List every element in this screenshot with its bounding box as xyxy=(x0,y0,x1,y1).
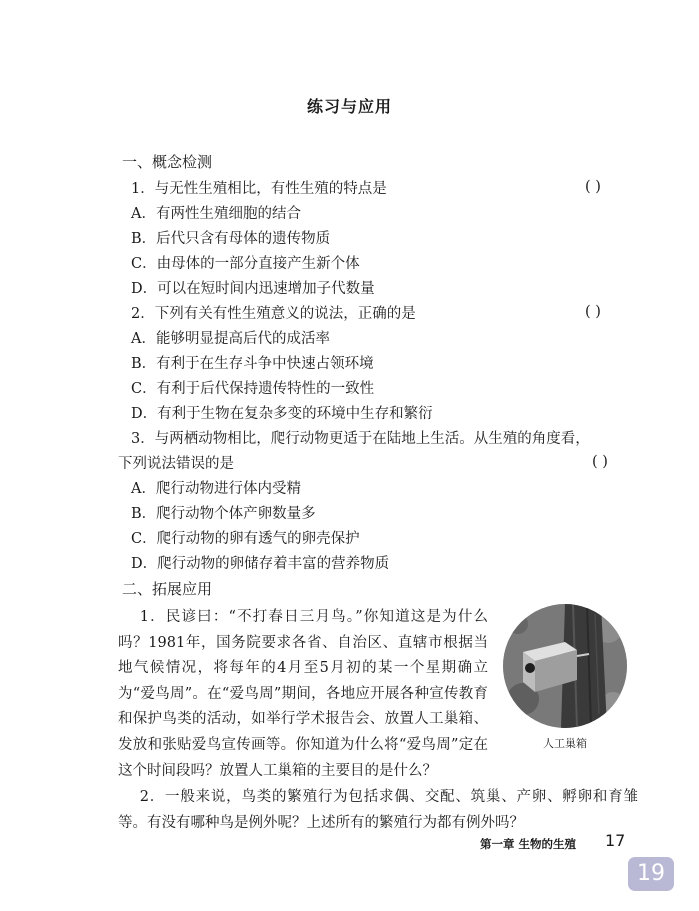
footer-chapter-title: 第一章 生物的生殖 xyxy=(480,837,577,851)
question-2-option-d: D．有利于生物在复杂多变的环境中生存和繁衍 xyxy=(131,406,433,422)
nest-box-photo xyxy=(503,604,627,728)
question-1-option-c: C．由母体的一部分直接产生新个体 xyxy=(131,256,360,272)
question-1-option-a: A．有两性生殖细胞的结合 xyxy=(131,206,301,222)
extension-question-1: 1．民谚曰：“不打春日三月鸟。”你知道这是为什么吗？1981年，国务院要求各省、自治区、直辖市根据当地气候情况，将每年的4月至5月初的某一个星期确立为“爱鸟周”。在“爱鸟周”期间，各地应开展各种宣传教育和保护鸟类的活动，如举行学术报告会、放置人工巢箱、发放和张贴爱鸟宣传画等。你知道为什么将“爱鸟周”定在这个时间段吗？放置人工巢箱的主要目的是什么？ xyxy=(118,609,488,779)
question-1-answer-paren: ( ) xyxy=(585,179,601,195)
question-2-option-a: A．能够明显提高后代的成活率 xyxy=(131,331,330,347)
footer-page-number: 17 xyxy=(605,831,626,850)
question-2-answer-paren: ( ) xyxy=(585,304,601,320)
question-2-option-b: B．有利于在生存斗争中快速占领环境 xyxy=(131,356,374,372)
question-2-option-c: C．有利于后代保持遗传特性的一致性 xyxy=(131,381,375,397)
extension-question-2: 2．一般来说，鸟类的繁殖行为包括求偶、交配、筑巢、产卵、孵卵和育雏等。有没有哪种鸟是例外呢？上述所有的繁殖行为都有例外吗？ xyxy=(118,789,638,831)
page-title: 练习与应用 xyxy=(306,97,392,116)
section-concept-check: 一、概念检测 xyxy=(122,153,213,171)
question-1-option-b: B．后代只含有母体的遗传物质 xyxy=(131,231,331,247)
question-3-answer-paren: ( ) xyxy=(592,454,608,470)
section-extended-application: 二、拓展应用 xyxy=(122,580,213,598)
question-2-stem: 2．下列有关有性生殖意义的说法，正确的是 xyxy=(131,306,416,322)
nest-box-caption: 人工巢箱 xyxy=(543,737,587,750)
question-3-stem-line-2: 下列说法错误的是 xyxy=(118,456,234,472)
question-3-stem-line-1: 3．与两栖动物相比，爬行动物更适于在陆地上生活。从生殖的角度看， xyxy=(131,431,590,447)
question-3-option-b: B．爬行动物个体产卵数量多 xyxy=(131,506,316,522)
question-3-option-c: C．爬行动物的卵有透气的卵壳保护 xyxy=(131,531,360,547)
question-1-option-d: D．可以在短时间内迅速增加子代数量 xyxy=(131,281,375,297)
question-3-option-a: A．爬行动物进行体内受精 xyxy=(131,481,301,497)
question-3-option-d: D．爬行动物的卵储存着丰富的营养物质 xyxy=(131,556,390,572)
question-1-stem: 1．与无性生殖相比，有性生殖的特点是 xyxy=(131,181,387,197)
viewer-page-badge: 19 xyxy=(628,857,674,891)
